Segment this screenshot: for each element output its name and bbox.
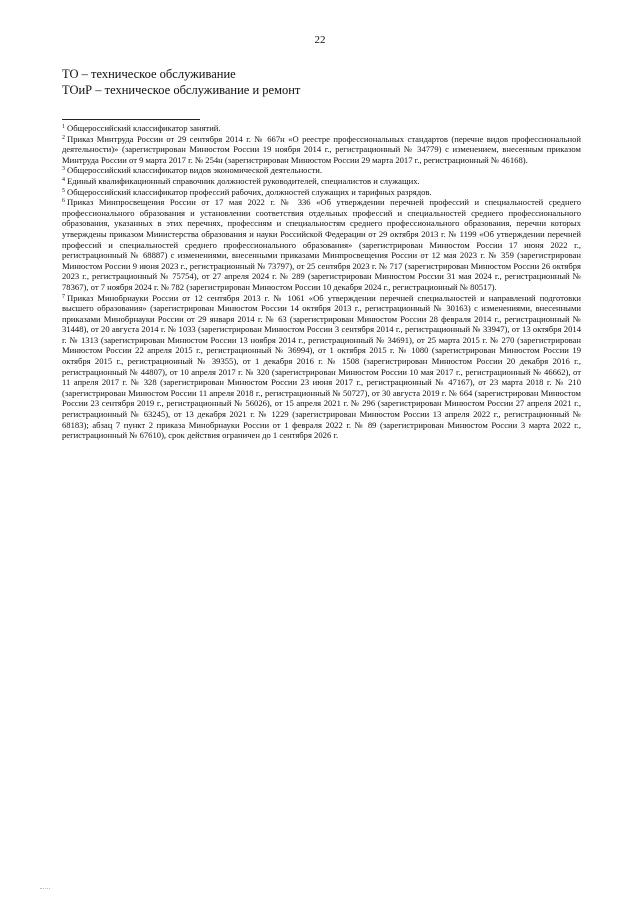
abbreviation-to: ТО – техническое обслуживание — [62, 67, 236, 81]
footnote-separator — [62, 119, 200, 120]
footnote-text: Приказ Минтруда России от 29 сентября 2014 г. № 667н «О реестре профессиональных стандартов (перечне видов профессиональной деятельности)» (зарегистрирован Минюстом России 19 ноября 2014 г., регистрационный № 34779) с изменением, внесенным приказом Минтруда России от 9 марта 2017 г. № 254н (зарегистрирован Минюстом России 29 марта 2017 г., регистрационный № 46168). — [62, 133, 581, 165]
abbreviation-toir: ТОиР – техническое обслуживание и ремонт — [62, 83, 301, 97]
footnote-7 — [62, 293, 581, 441]
footnote-4 — [62, 176, 581, 187]
footnote-marker: 7 — [62, 293, 65, 300]
footnote-text: Общероссийский классификатор профессий рабочих, должностей служащих и тарифных разрядов. — [67, 186, 432, 197]
page-number: 22 — [314, 34, 326, 46]
footnote-text: Общероссийский классификатор занятий. — [67, 123, 221, 133]
footnote-marker: 1 — [62, 124, 65, 130]
footnote-marker: 2 — [62, 134, 65, 141]
footnote-3 — [62, 165, 581, 176]
footnote-text: Единый квалификационный справочник должностей руководителей, специалистов и служащих. — [67, 175, 420, 186]
footnote-text: Общероссийский классификатор видов экономической деятельности. — [67, 165, 322, 176]
footnote-marker: 3 — [62, 166, 65, 173]
footnote-marker: 6 — [62, 198, 65, 205]
scan-mark — [40, 888, 50, 889]
footnote-5 — [62, 187, 581, 198]
footnote-marker: 5 — [62, 187, 65, 194]
footnote-text: Приказ Минобрнауки России от 12 сентября 2013 г. № 1061 «Об утверждении перечней специальностей и направлений подготовки высшего образования» (зарегистрирован Минюстом России 14 октября 2013 г., регистрационный № 30163) с изменениями, внесенными приказами Минобрнауки России от 29 января 2014 г. № 63 (зарегистрирован Минюстом России 28 февраля 2014 г., регистрационный № 31448), от 20 августа 2014 г. № 1033 (зарегистрирован Минюстом России 3 сентября 2014 г., регистрационный № 33947), от 13 октября 2014 г. № 1313 (зарегистрирован Минюстом России 13 ноября 2014 г., регистрационный № 34691), от 25 марта 2015 г. № 270 (зарегистрирован Минюстом России 22 апреля 2015 г., регистрационный № 36994), от 1 октября 2015 г. № 1080 (зарегистрирован Минюстом России 19 октября 2015 г., регистрационный № 39355), от 1 декабря 2016 г. № 1508 (зарегистрирован Минюстом России 20 декабря 2016 г., регистрационный № 44807), от 10 апреля 2017 г. № 320 (зарегистрирован Минюстом России 10 мая 2017 г., регистрационный № 46662), от 11 апреля 2017 г. № 328 (зарегистрирован Минюстом России 23 июня 2017 г., регистрационный № 47167), от 23 марта 2018 г. № 210 (зарегистрирован Минюстом России 11 апреля 2018 г., регистрационный № 50727), от 30 августа 2019 г. № 664 (зарегистрирован Минюстом России 23 сентября 2019 г., регистрационный № 56026), от 15 апреля 2021 г. № 296 (зарегистрирован Минюстом России 27 апреля 2021 г., регистрационный № 63245), от 13 декабря 2021 г. № 1229 (зарегистрирован Минюстом России 13 апреля 2022 г., регистрационный № 68183); абзац 7 пункт 2 приказа Минобрнауки России от 1 февраля 2022 г. № 89 (зарегистрирован Минюстом России 3 марта 2022 г., регистрационный № 67610), срок действия ограничен до 1 сентября 2026 г. — [62, 292, 581, 441]
footnote-1 — [62, 123, 581, 134]
footnote-text: Приказ Минпросвещения России от 17 мая 2022 г. № 336 «Об утверждении перечней профессий и специальностей среднего профессионального образования и установлении соответствия отдельных профессий и специальностей среднего профессионального образования, указанных в этих перечнях, профессиям и специальностям среднего профессионального образования, перечни которых утверждены приказом Министерства образования и науки Российской Федерации от 29 октября 2013 г. № 1199 «Об утверждении перечней профессий и специальностей среднего профессионального образования» (зарегистрирован Минюстом России 17 июня 2022 г., регистрационный № 68887) с изменениями, внесенными приказами Минпросвещения России от 12 мая 2023 г. № 359 (зарегистрирован Минюстом России 9 июня 2023 г., регистрационный № 73797), от 25 сентября 2023 г. № 717 (зарегистрирован Минюстом России 26 октября 2023 г., регистрационный № 75754), от 27 апреля 2024 г. № 289 (зарегистрирован Минюстом России 31 мая 2024 г., регистрационный № 78367), от 7 ноября 2024 г. № 782 (зарегистрирован Минюстом России 10 декабря 2024 г., регистрационный № 80517). — [62, 197, 581, 292]
footnote-2 — [62, 134, 581, 166]
footnote-6 — [62, 197, 581, 292]
footnote-marker: 4 — [62, 176, 65, 183]
footnotes-block — [62, 123, 581, 441]
